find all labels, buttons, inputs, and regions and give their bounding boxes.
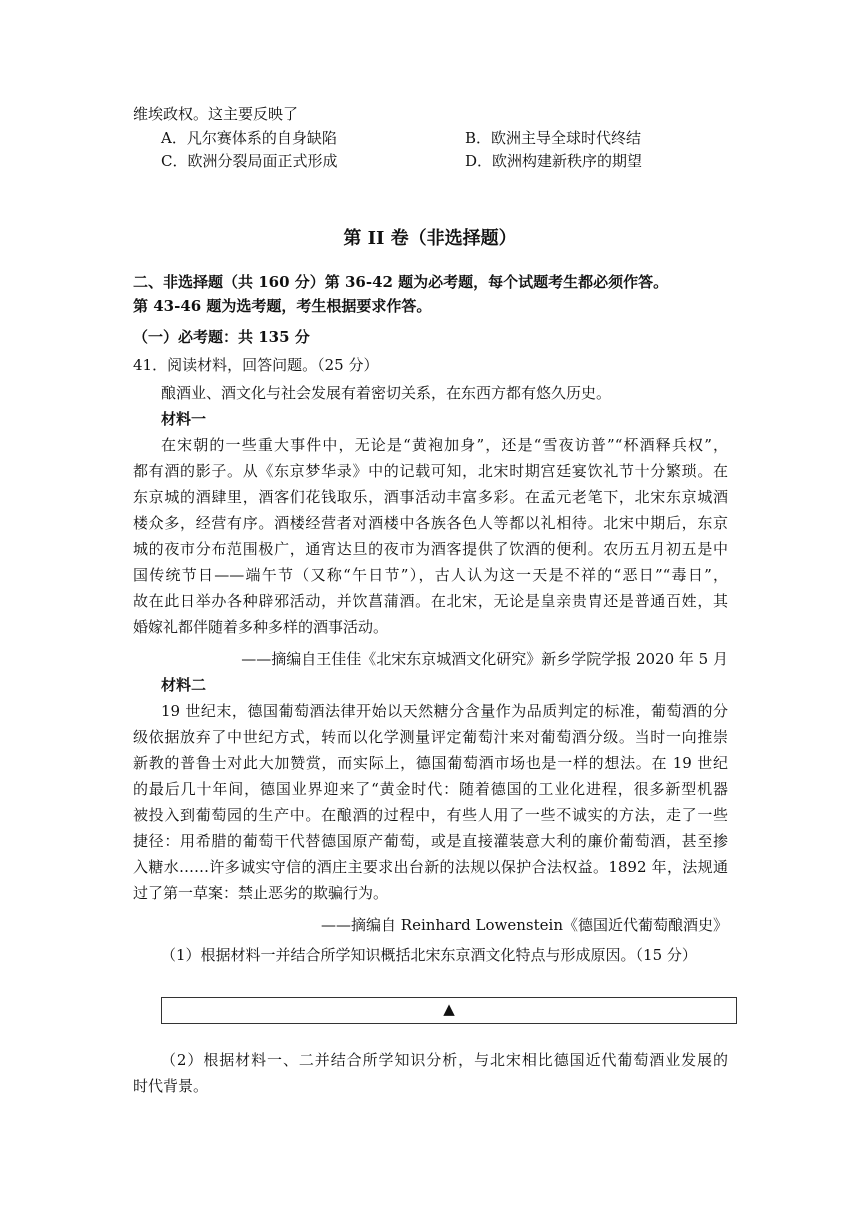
material-2-heading: 材料二 [161,676,207,694]
section-header-line1: 二、非选择题（共 160 分）第 36-42 题为必考题，每个试题考生都必须作答。 [133,273,669,291]
material-1-line: 城的夜市分布范围极广，通宵达旦的夜市为酒客提供了饮酒的便利。农历五月初五是中 [133,540,728,558]
material-1-line: 在宋朝的一些重大事件中，无论是“黄袍加身”，还是“雪夜访普”“杯酒释兵权”， [161,436,728,454]
sub-question-2-line1: （2）根据材料一、二并结合所学知识分析，与北宋相比德国近代葡萄酒业发展的 [161,1051,728,1069]
part-title: 第 II 卷（非选择题） [343,228,517,249]
material-1-line: 故在此日举办各种辟邪活动，并饮菖蒲酒。在北宋，无论是皇亲贵胄还是普通百姓，其 [133,592,728,610]
material-1-heading: 材料一 [161,410,207,428]
material-2-line: 的最后几十年间，德国业界迎来了“黄金时代：随着德国的工业化进程，很多新型机器 [133,780,728,798]
material-1-line: 都有酒的影子。从《东京梦华录》中的记载可知，北宋时期宫廷宴饮礼节十分繁琐。在 [133,462,728,480]
material-1-line: 婚嫁礼都伴随着多种多样的酒事活动。 [133,618,389,636]
sub-question-2-line2: 时代背景。 [133,1077,209,1095]
option-d: D．欧洲构建新秩序的期望 [465,152,643,170]
material-1-source: ——摘编自王佳佳《北宋东京城酒文化研究》新乡学院学报 2020 年 5 月 [241,650,728,668]
material-2-line: 入糖水……许多诚实守信的酒庄主要求出台新的法规以保护合法权益。1892 年，法规通 [133,858,728,876]
subsection-title: （一）必考题：共 135 分 [133,328,310,346]
material-1-line: 国传统节日——端午节（又称“午日节”），古人认为这一天是不祥的“恶日”“毒日”， [133,566,728,584]
material-2-line: 19 世纪末，德国葡萄酒法律开始以天然糖分含量作为品质判定的标准，葡萄酒的分 [161,702,728,720]
material-2-line: 捷径：用希腊的葡萄干代替德国原产葡萄，或是直接灌装意大利的廉价葡萄酒，甚至掺 [133,832,728,850]
stem-end: 维埃政权。这主要反映了 [133,105,299,123]
material-2-source: ——摘编自 Reinhard Lowenstein《德国近代葡萄酿酒史》 [321,916,728,934]
answer-box[interactable] [161,997,737,1024]
sub-question-1: （1）根据材料一并结合所学知识概括北宋东京酒文化特点与形成原因。（15 分） [161,946,697,964]
question-intro: 酿酒业、酒文化与社会发展有着密切关系，在东西方都有悠久历史。 [161,384,612,402]
answer-marker-icon: ▲ [443,1000,455,1018]
material-1-line: 东京城的酒肆里，酒客们花钱取乐，酒事活动丰富多彩。在孟元老笔下，北宋东京城酒 [133,488,728,506]
material-2-line: 过了第一草案：禁止恶劣的欺骗行为。 [133,884,389,902]
material-2-line: 级依据放弃了中世纪方式，转而以化学测量评定葡萄汁来对葡萄酒分级。当时一向推崇 [133,728,728,746]
option-c: C．欧洲分裂局面正式形成 [161,152,338,170]
material-2-line: 新教的普鲁士对此大加赞赏，而实际上，德国葡萄酒市场也是一样的想法。在 19 世纪 [133,754,728,772]
material-2-line: 被投入到葡萄园的生产中。在酿酒的过程中，有些人用了一些不诚实的方法，走了一些 [133,806,728,824]
material-1-line: 楼众多，经营有序。酒楼经营者对酒楼中各族各色人等都以礼相待。北宋中期后，东京 [133,514,728,532]
option-b: B．欧洲主导全球时代终结 [465,129,642,147]
option-a: A．凡尔赛体系的自身缺陷 [161,129,337,147]
section-header-line2: 第 43-46 题为选考题，考生根据要求作答。 [133,297,432,315]
question-number-line: 41．阅读材料，回答问题。（25 分） [133,356,379,374]
